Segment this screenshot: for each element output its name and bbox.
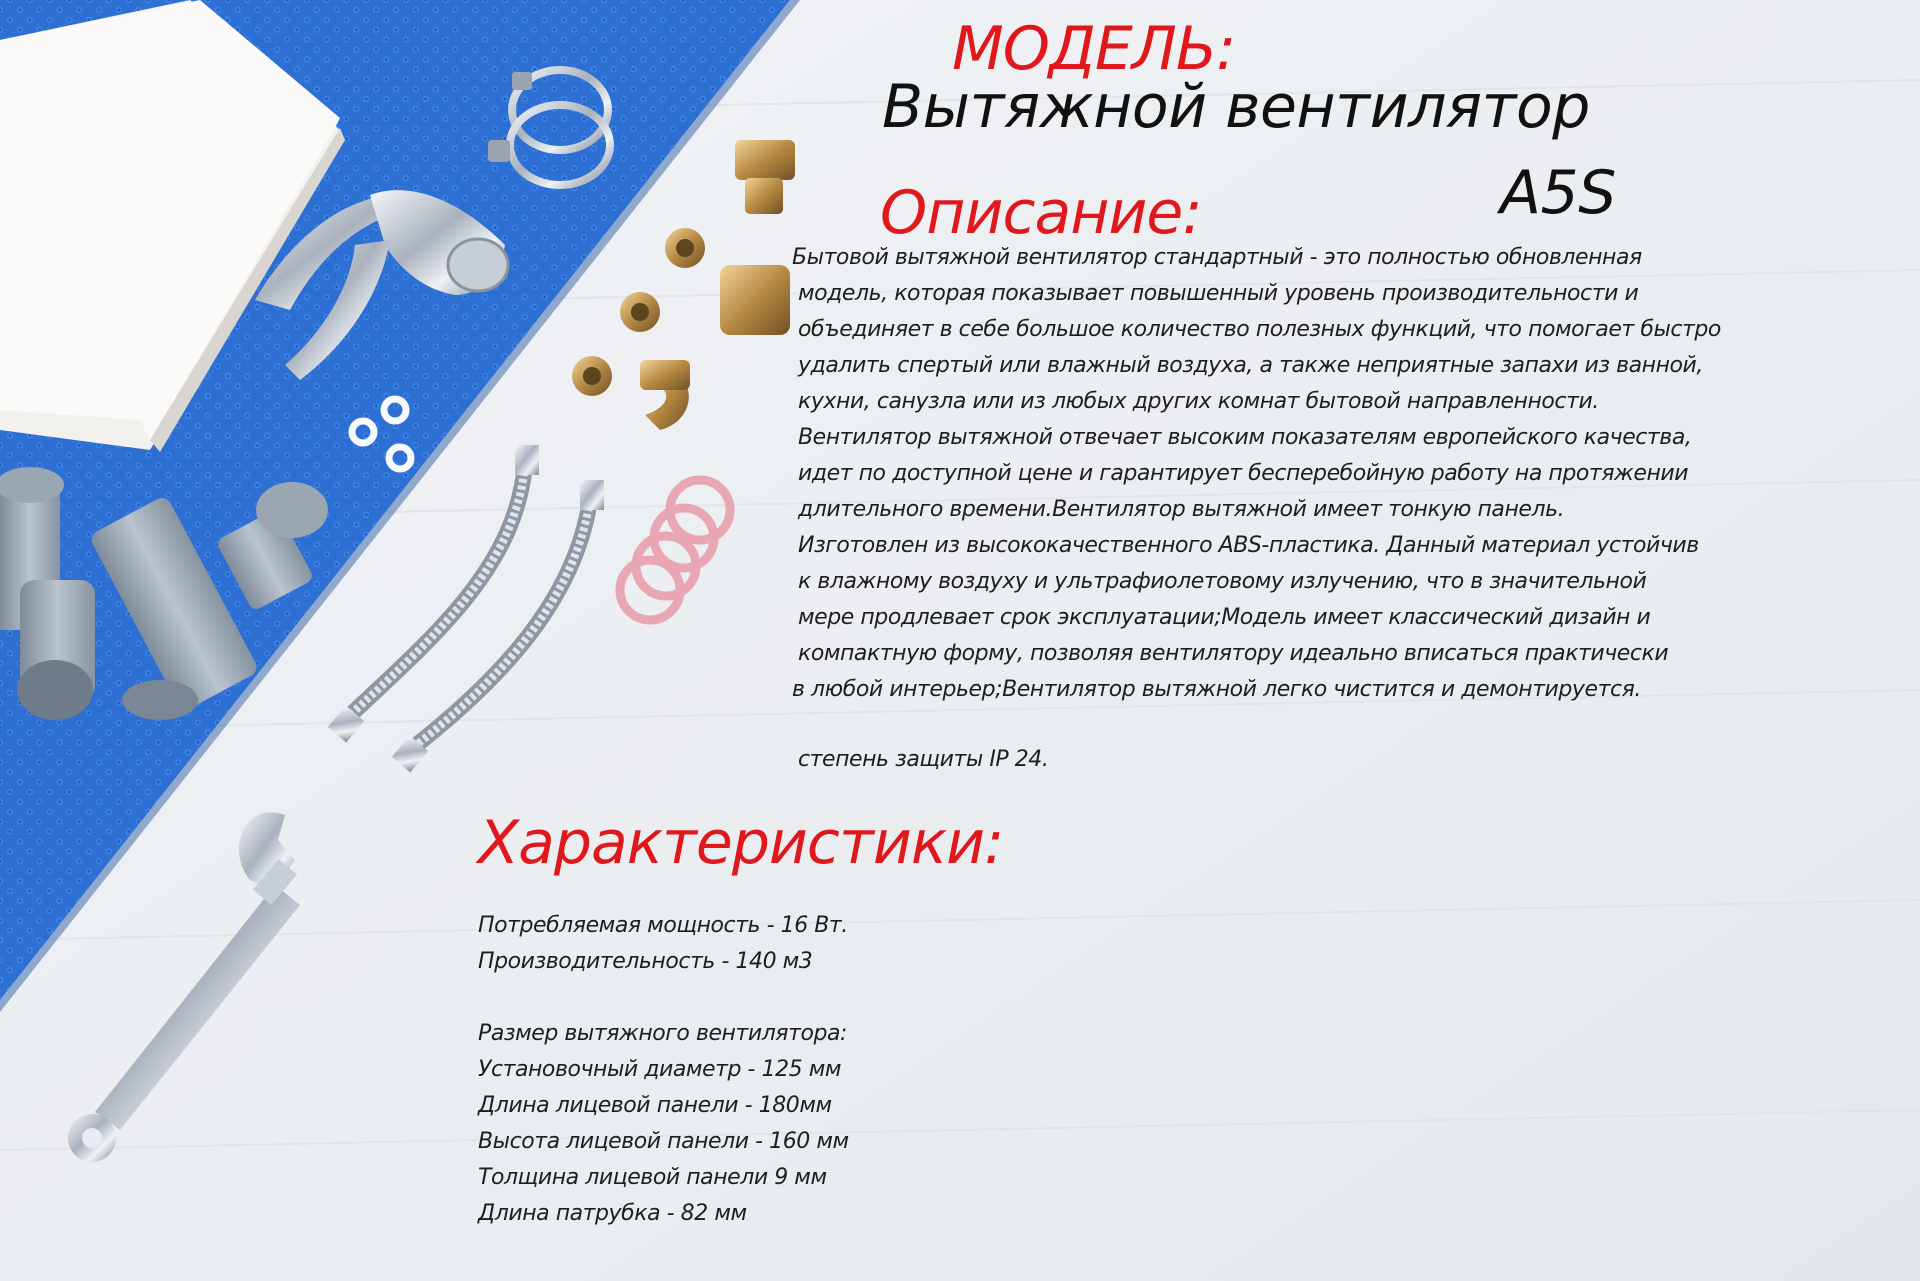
description-line: идет по доступной цене и гарантирует бесперебойную работу на протяжении	[798, 461, 1689, 486]
description-line: удалить спертый или влажный воздуха, а также неприятные запахи из ванной,	[798, 353, 1703, 378]
spec-size-heading: Размер вытяжного вентилятора:	[478, 1021, 847, 1046]
description-line: к влажному воздуху и ультрафиолетовому излучению, что в значительной	[798, 569, 1647, 594]
spec-size-item: Длина лицевой панели - 180мм	[478, 1093, 832, 1118]
description-line: кухни, санузла или из любых других комнат бытовой направленности.	[798, 389, 1599, 414]
description-line: мере продлевает срок эксплуатации;Модель имеет классический дизайн и	[798, 605, 1651, 630]
description-line: в любой интерьер;Вентилятор вытяжной легко чистится и демонтируется.	[792, 677, 1641, 702]
description-line: модель, которая показывает повышенный уровень производительности и	[798, 281, 1639, 306]
description-text	[792, 240, 1721, 708]
description-line: длительного времени.Вентилятор вытяжной имеет тонкую панель.	[798, 497, 1565, 522]
specs-heading: Характеристики:	[478, 808, 1004, 878]
description-heading: Описание:	[880, 178, 1202, 248]
spec-capacity: Производительность - 140 м3	[478, 949, 813, 974]
spec-size-item: Высота лицевой панели - 160 мм	[478, 1129, 849, 1154]
protection-rating: степень защиты IP 24.	[798, 747, 1049, 772]
description-line: Изготовлен из высококачественного ABS-пластика. Данный материал устойчив	[798, 533, 1699, 558]
description-line: компактную форму, позволяя вентилятору идеально вписаться практически	[798, 641, 1669, 666]
spec-size-item: Длина патрубка - 82 мм	[478, 1201, 747, 1226]
description-line: Вентилятор вытяжной отвечает высоким показателям европейского качества,	[798, 425, 1692, 450]
spacer	[478, 980, 849, 1016]
description-line: Бытовой вытяжной вентилятор стандартный - это полностью обновленная	[792, 245, 1642, 270]
model-name: Вытяжной вентилятор	[882, 72, 1590, 142]
model-heading: МОДЕЛЬ:	[952, 14, 1236, 84]
spec-size-item: Установочный диаметр - 125 мм	[478, 1057, 842, 1082]
spec-size-item: Толщина лицевой панели 9 мм	[478, 1165, 827, 1190]
specs-list	[478, 908, 849, 1232]
model-code: A5S	[1500, 158, 1616, 228]
spec-power: Потребляемая мощность - 16 Вт.	[478, 913, 848, 938]
description-line: объединяет в себе большое количество полезных функций, что помогает быстро	[798, 317, 1721, 342]
